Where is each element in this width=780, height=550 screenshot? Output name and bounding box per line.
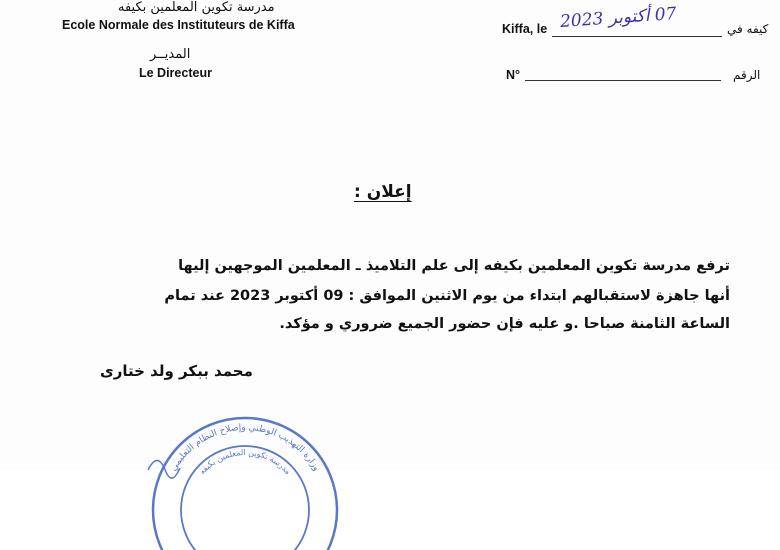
date-label-french: Kiffa, le [502, 22, 548, 36]
svg-text:وزارة التهذيب الوطني وإصلاح ال [169, 423, 321, 473]
school-name-arabic: مدرسة تكوين المعلمين بكيفه [118, 0, 275, 15]
stamp-text-outer: وزارة التهذيب الوطني وإصلاح النظام التعليمي [168, 422, 322, 473]
number-underline [525, 80, 721, 81]
handwritten-date: 07 أكتوبر 2023 [559, 3, 678, 33]
announcement-title: إعلان : [354, 182, 412, 202]
stamp-text-inner: مدرسة تكوين المعلمين بكيفه [197, 448, 293, 477]
signature-name: محمد ببكر ولد ختارى [100, 362, 253, 380]
official-stamp [140, 410, 350, 550]
date-label-arabic: كيفه في [727, 22, 769, 36]
school-name-french: Ecole Normale des Instituteurs de Kiffa [62, 18, 295, 32]
number-label-arabic: الرقم [733, 68, 761, 82]
date-underline [552, 36, 722, 37]
number-label-french: N° [506, 68, 521, 82]
director-title-french: Le Directeur [139, 66, 212, 80]
director-title-arabic: المديــر [150, 47, 191, 62]
svg-text:مدرسة تكوين المعلمين بكيفه [197, 448, 292, 476]
announcement-line-1: ترفع مدرسة تكوين المعلمين بكيفه إلى علم التلاميذ ـ المعلمين الموجهين إليها [178, 258, 730, 274]
announcement-line-3: الساعة الثامنة صباحا .و عليه فإن حضور الجميع ضروري و مؤكد. [279, 316, 730, 332]
announcement-line-2: أنها جاهزة لاستقبالهم ابتداء من يوم الاثنين الموافق : 09 أكتوبر 2023 عند تمام [164, 288, 730, 304]
